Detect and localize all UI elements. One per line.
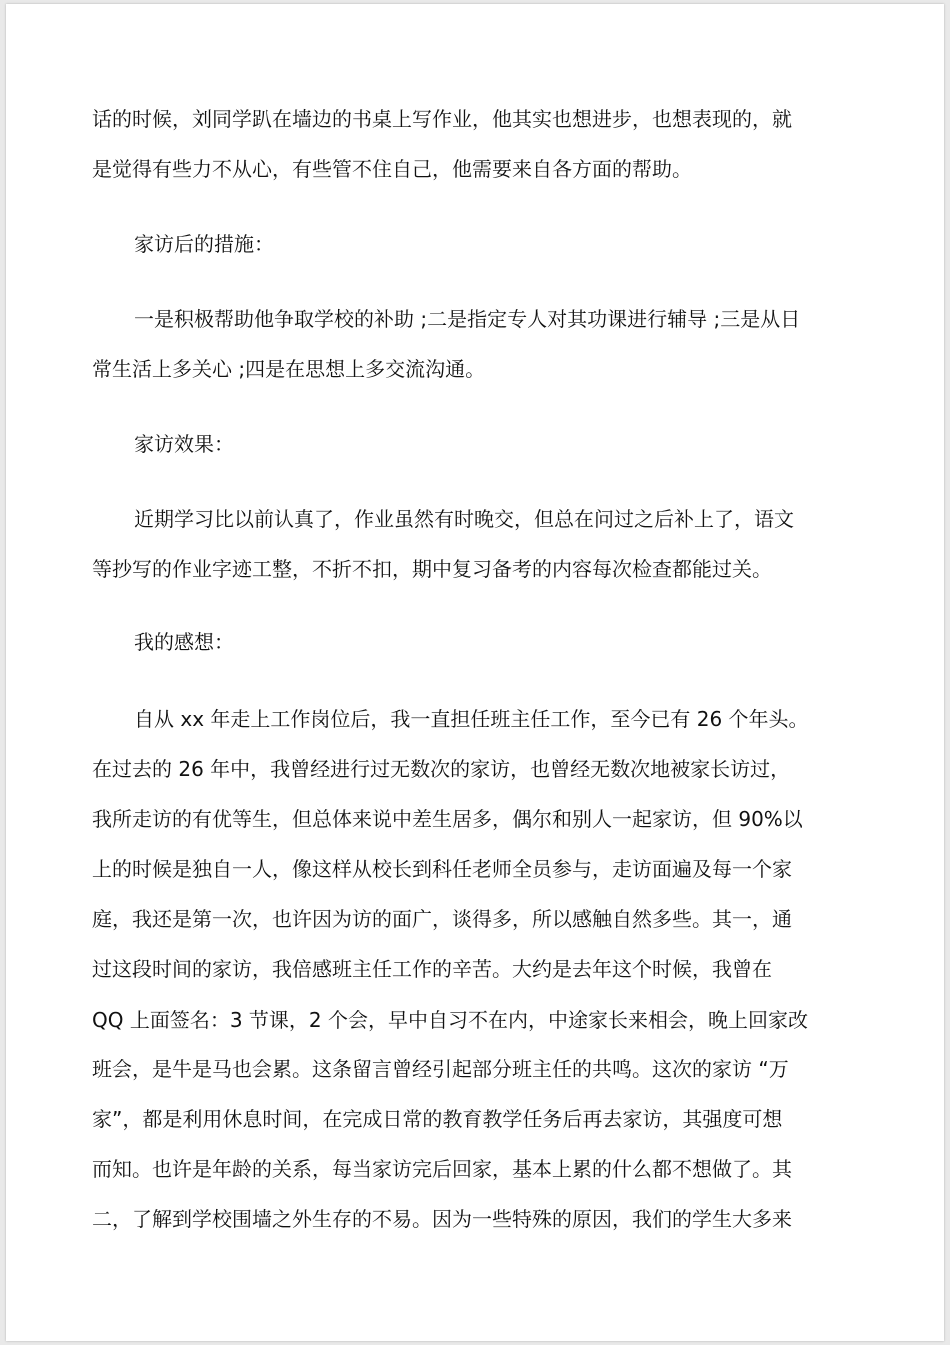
section-heading: 家访效果： [134,432,234,456]
text-line: 我所走访的有优等生，但总体来说中差生居多，偶尔和别人一起家访，但 90%以 [92,807,803,831]
text-line: 庭，我还是第一次，也许因为访的面广，谈得多，所以感触自然多些。其一，通 [92,907,792,931]
text-line: 在过去的 26 年中，我曾经进行过无数次的家访，也曾经无数次地被家长访过， [92,757,791,781]
text-line: 近期学习比以前认真了，作业虽然有时晚交，但总在问过之后补上了，语文 [134,507,794,531]
text-line: 自从 xx 年走上工作岗位后，我一直担任班主任工作，至今已有 26 个年头。 [134,707,809,731]
text-line: 家”，都是利用休息时间，在完成日常的教育教学任务后再去家访，其强度可想 [92,1107,783,1131]
text-line: 而知。也许是年龄的关系，每当家访完后回家，基本上累的什么都不想做了。其 [92,1157,792,1181]
section-heading: 我的感想： [134,630,234,654]
text-line: 班会，是牛是马也会累。这条留言曾经引起部分班主任的共鸣。这次的家访 “万 [92,1057,789,1081]
text-line: 是觉得有些力不从心，有些管不住自己，他需要来自各方面的帮助。 [92,157,692,181]
text-line: 二，了解到学校围墙之外生存的不易。因为一些特殊的原因，我们的学生大多来 [92,1207,792,1231]
text-line: 常生活上多关心 ;四是在思想上多交流沟通。 [92,357,486,381]
text-line: 话的时候，刘同学趴在墙边的书桌上写作业，他其实也想进步，也想表现的，就 [92,107,792,131]
text-line: 等抄写的作业字迹工整，不折不扣，期中复习备考的内容每次检查都能过关。 [92,557,772,581]
document-page [6,4,944,1341]
text-line: 上的时候是独自一人，像这样从校长到科任老师全员参与，走访面遍及每一个家 [92,857,792,881]
text-line: 过这段时间的家访，我倍感班主任工作的辛苦。大约是去年这个时候，我曾在 [92,957,772,981]
text-line: QQ 上面签名：3 节课，2 个会，早中自习不在内，中途家长来相会，晚上回家改 [92,1008,809,1032]
section-heading: 家访后的措施： [134,232,274,256]
text-line: 一是积极帮助他争取学校的补助 ;二是指定专人对其功课进行辅导 ;三是从日 [134,307,801,331]
